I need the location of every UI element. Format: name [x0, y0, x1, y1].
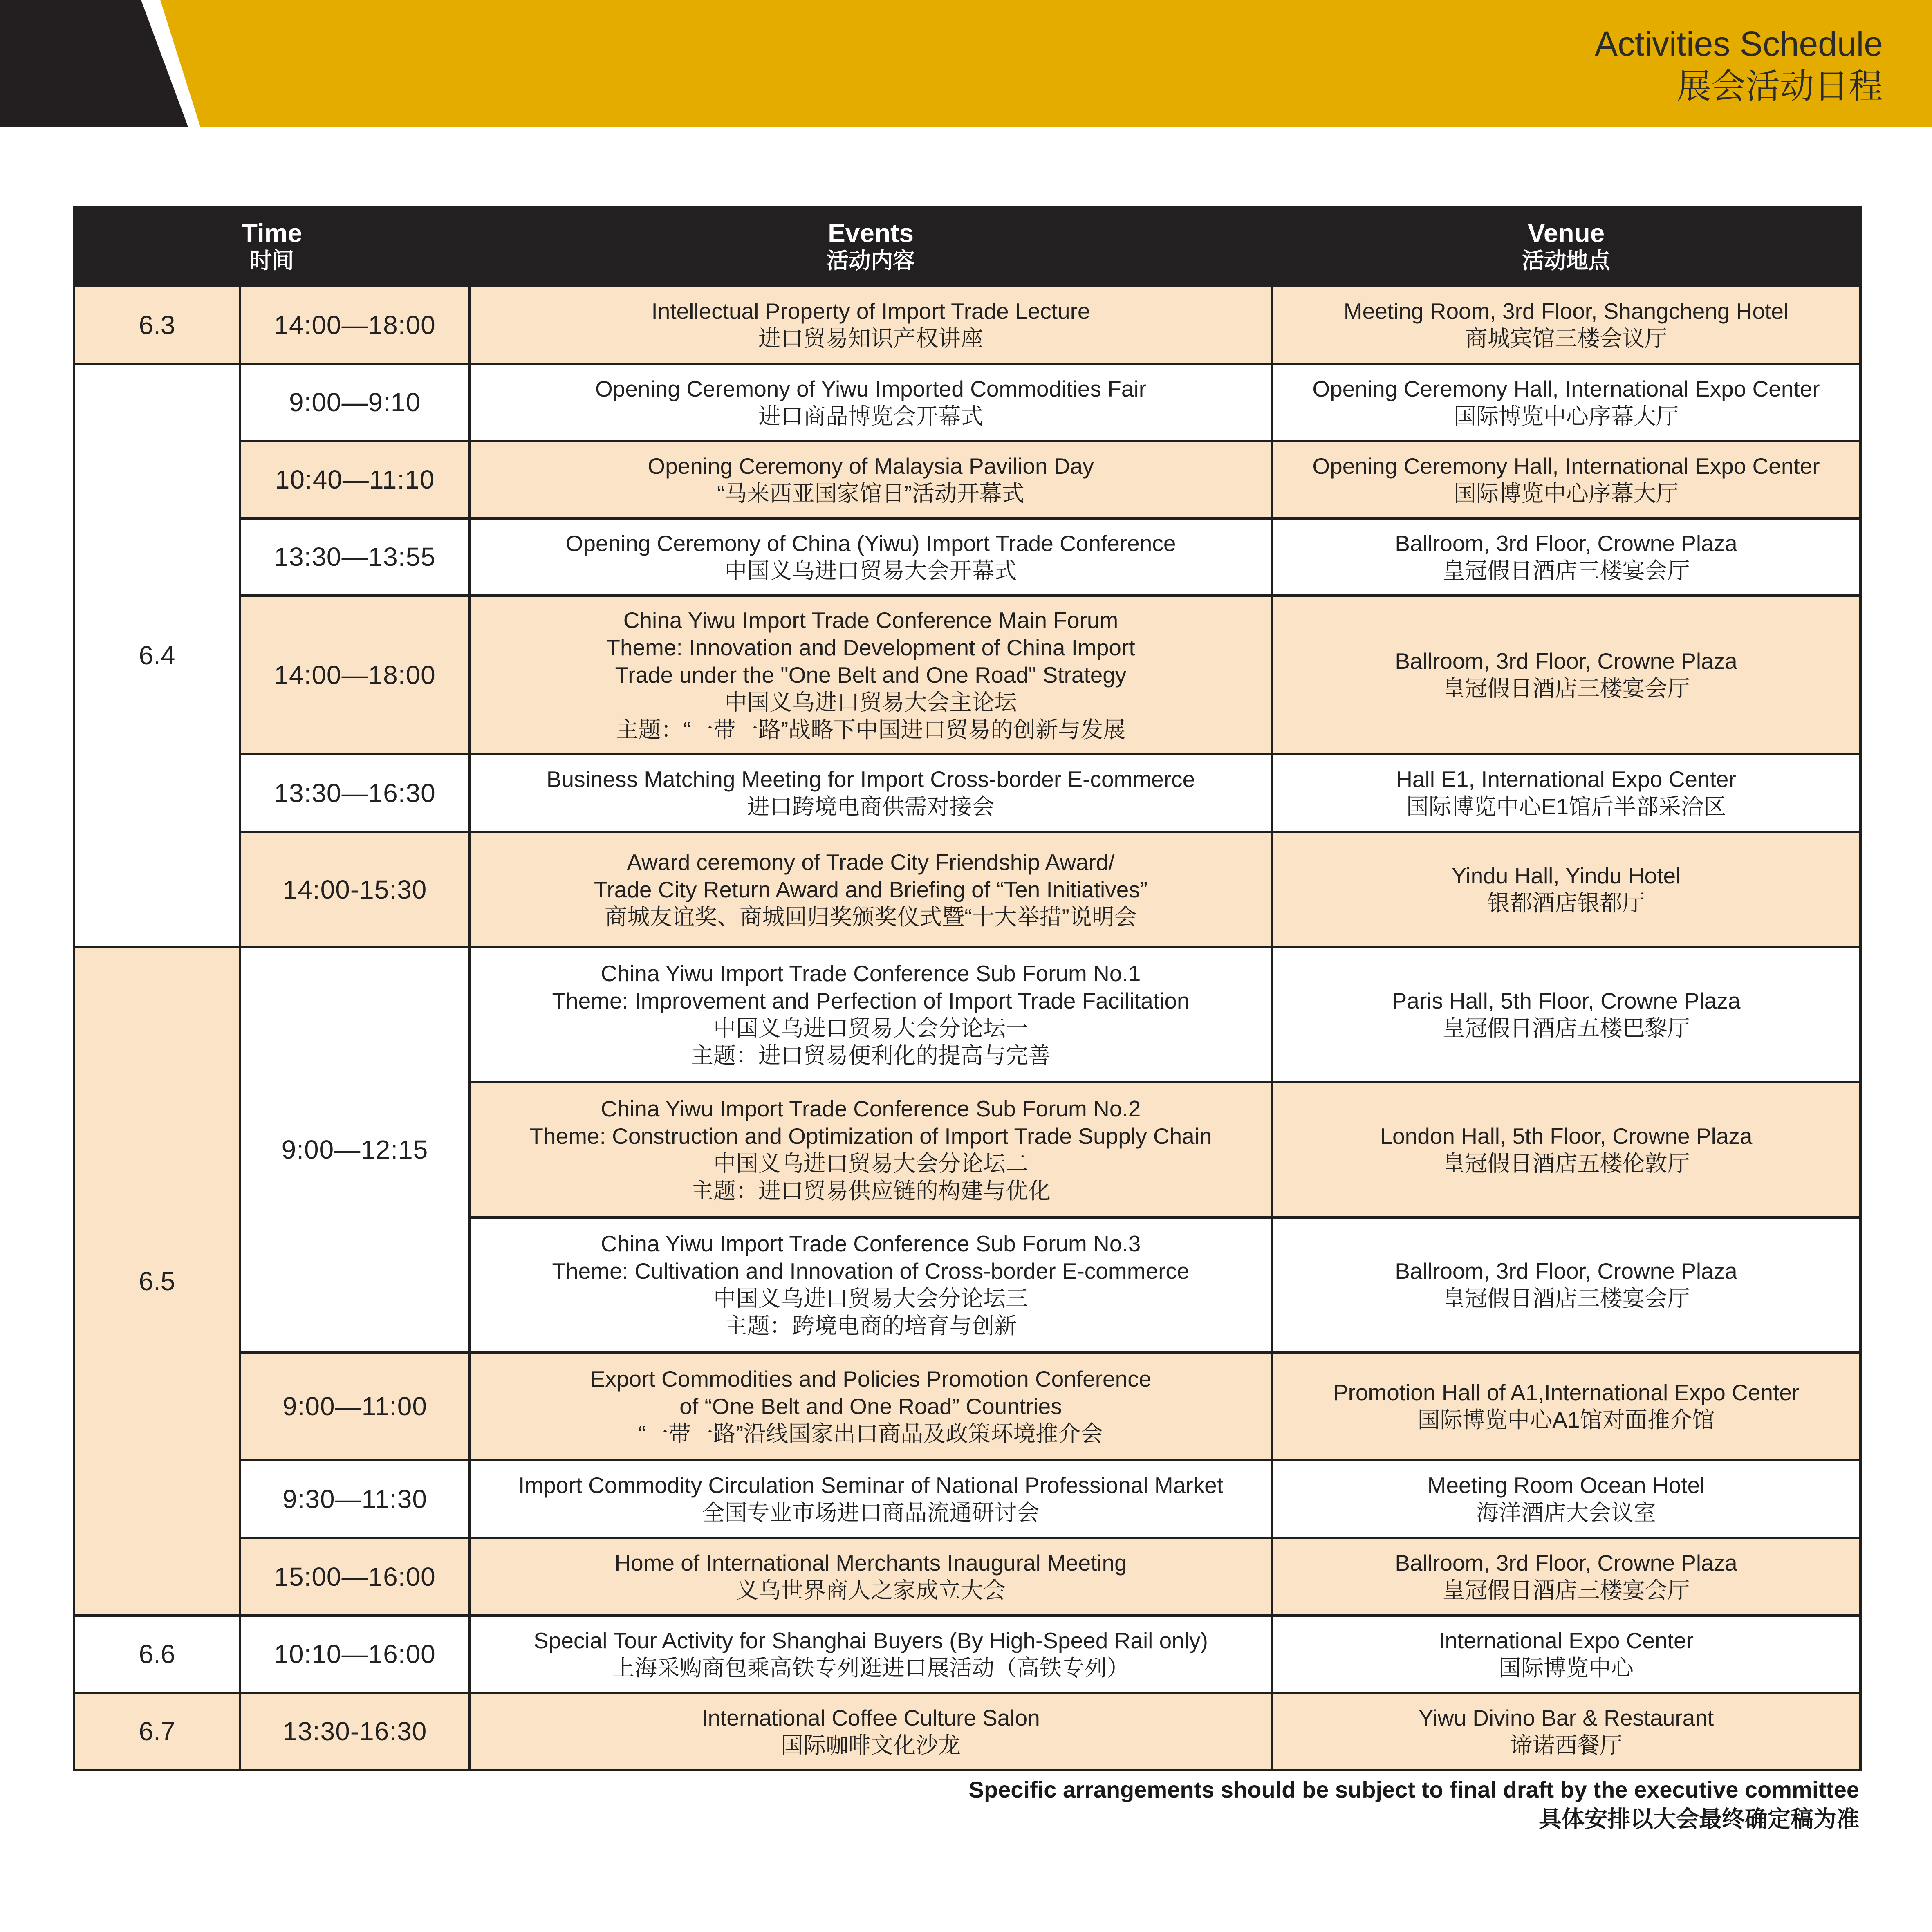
column-header-events-en: Events	[828, 218, 914, 248]
cell-line: Theme: Cultivation and Innovation of Cross-border E-commerce	[552, 1258, 1190, 1284]
cell-line: 全国专业市场进口商品流通研讨会	[702, 1500, 1040, 1525]
cell-line: 中国义乌进口贸易大会分论坛三	[713, 1286, 1028, 1311]
venue-cell	[1272, 364, 1860, 441]
time-cell: 14:00—18:00	[240, 596, 470, 754]
time-cell: 10:10—16:00	[240, 1616, 470, 1693]
event-cell	[470, 1460, 1272, 1538]
table-row	[74, 1460, 1860, 1538]
table-row	[74, 1616, 1860, 1693]
time-cell: 13:30-16:30	[240, 1693, 470, 1770]
venue-cell	[1272, 754, 1860, 832]
cell-line: 主题：进口贸易便利化的提高与完善	[690, 1043, 1051, 1068]
time-cell: 9:00—9:10	[240, 364, 470, 441]
venue-cell	[1272, 596, 1860, 754]
table-row	[74, 754, 1860, 832]
cell-line: of “One Belt and One Road” Countries	[679, 1393, 1062, 1419]
cell-line: London Hall, 5th Floor, Crowne Plaza	[1380, 1123, 1753, 1149]
cell-line: China Yiwu Import Trade Conference Sub Forum No.2	[601, 1096, 1141, 1121]
venue-cell	[1272, 1352, 1860, 1460]
venue-cell	[1272, 1538, 1860, 1616]
table-row	[74, 364, 1860, 441]
table-row	[74, 596, 1860, 754]
time-cell: 13:30—16:30	[240, 754, 470, 832]
time-cell: 15:00—16:00	[240, 1538, 470, 1616]
cell-line: Opening Ceremony of Yiwu Imported Commodities Fair	[595, 376, 1147, 401]
date-cell: 6.6	[74, 1616, 240, 1693]
time-cell: 13:30—13:55	[240, 518, 470, 596]
time-cell: 9:30—11:30	[240, 1460, 470, 1538]
cell-line: Opening Ceremony of Malaysia Pavilion Day	[648, 453, 1094, 479]
cell-line: 上海采购商包乘高铁专列逛进口展活动（高铁专列）	[612, 1655, 1130, 1681]
date-cell: 6.4	[74, 364, 240, 947]
cell-line: 进口跨境电商供需对接会	[747, 794, 995, 819]
cell-line: 国际博览中心序幕大厅	[1453, 403, 1679, 429]
column-header-venue	[1272, 208, 1860, 286]
cell-line: 中国义乌进口贸易大会分论坛一	[713, 1015, 1028, 1041]
cell-line: “马来西亚国家馆日”活动开幕式	[717, 480, 1024, 506]
venue-cell	[1272, 1616, 1860, 1693]
event-cell	[470, 1538, 1272, 1616]
page-title-en: Activities Schedule	[1594, 25, 1883, 63]
cell-line: 皇冠假日酒店五楼伦敦厅	[1442, 1150, 1690, 1176]
cell-line: 进口商品博览会开幕式	[758, 403, 983, 429]
cell-line: 商城宾馆三楼会议厅	[1465, 326, 1668, 351]
cell-line: Intellectual Property of Import Trade Lecture	[651, 298, 1090, 324]
cell-line: 国际博览中心	[1498, 1655, 1634, 1681]
cell-line: 商城友谊奖、商城回归奖颁奖仪式暨“十大举措”说明会	[605, 904, 1137, 930]
cell-line: 主题：进口贸易供应链的构建与优化	[690, 1178, 1051, 1204]
column-header-venue-zh: 活动地点	[1522, 249, 1610, 273]
table-row	[74, 1352, 1860, 1460]
table-row	[74, 1693, 1860, 1770]
cell-line: Promotion Hall of A1,International Expo Center	[1333, 1380, 1800, 1405]
cell-line: 海洋酒店大会议室	[1476, 1500, 1656, 1525]
cell-line: International Coffee Culture Salon	[702, 1705, 1040, 1730]
event-cell	[470, 1217, 1272, 1352]
cell-line: China Yiwu Import Trade Conference Sub Forum No.1	[601, 961, 1141, 986]
cell-line: 义乌世界商人之家成立大会	[735, 1578, 1006, 1603]
header-banner	[0, 0, 1932, 127]
event-cell	[470, 518, 1272, 596]
venue-cell	[1272, 1693, 1860, 1770]
time-cell: 14:00-15:30	[240, 832, 470, 947]
column-header-time-zh: 时间	[250, 249, 294, 273]
venue-cell	[1272, 441, 1860, 518]
cell-line: 国际博览中心A1馆对面推介馆	[1417, 1407, 1715, 1432]
cell-line: Theme: Innovation and Development of China Import	[606, 634, 1135, 660]
event-cell	[470, 1352, 1272, 1460]
cell-line: Trade under the "One Belt and One Road" Strategy	[615, 662, 1127, 688]
cell-line: 国际博览中心E1馆后半部采洽区	[1406, 794, 1726, 819]
cell-line: Special Tour Activity for Shanghai Buyers (By High-Speed Rail only)	[533, 1627, 1208, 1653]
cell-line: “一带一路”沿线国家出口商品及政策环境推介会	[638, 1421, 1103, 1446]
venue-cell	[1272, 286, 1860, 364]
time-cell: 9:00—11:00	[240, 1352, 470, 1460]
cell-line: Paris Hall, 5th Floor, Crowne Plaza	[1392, 988, 1741, 1013]
cell-line: Meeting Room Ocean Hotel	[1427, 1473, 1705, 1498]
table-row	[74, 1538, 1860, 1616]
cell-line: Import Commodity Circulation Seminar of National Professional Market	[518, 1473, 1223, 1498]
cell-line: Hall E1, International Expo Center	[1396, 767, 1736, 792]
date-cell: 6.5	[74, 947, 240, 1616]
footnote-zh: 具体安排以大会最终确定稿为准	[1539, 1806, 1859, 1832]
event-cell	[470, 1616, 1272, 1693]
table-row	[74, 518, 1860, 596]
cell-line: Home of International Merchants Inaugural Meeting	[614, 1550, 1127, 1576]
event-cell	[470, 1693, 1272, 1770]
cell-line: Opening Ceremony Hall, International Expo Center	[1312, 376, 1820, 401]
time-cell: 10:40—11:10	[240, 441, 470, 518]
cell-line: 皇冠假日酒店三楼宴会厅	[1442, 1286, 1690, 1311]
cell-line: 皇冠假日酒店三楼宴会厅	[1442, 558, 1690, 583]
title-block	[1595, 22, 1883, 108]
column-header-venue-en: Venue	[1527, 218, 1605, 248]
cell-line: China Yiwu Import Trade Conference Main Forum	[623, 607, 1118, 633]
date-cell: 6.7	[74, 1693, 240, 1770]
date-cell: 6.3	[74, 286, 240, 364]
table-row	[74, 286, 1860, 364]
table-row	[74, 947, 1860, 1082]
page-title-zh: 展会活动日程	[1676, 67, 1883, 105]
column-header-time	[74, 208, 470, 286]
venue-cell	[1272, 518, 1860, 596]
cell-line: Opening Ceremony Hall, International Expo Center	[1312, 453, 1820, 479]
cell-line: 中国义乌进口贸易大会主论坛	[724, 689, 1017, 715]
cell-line: 进口贸易知识产权讲座	[758, 326, 983, 351]
cell-line: Award ceremony of Trade City Friendship Award/	[627, 849, 1115, 875]
cell-line: 中国义乌进口贸易大会分论坛二	[713, 1150, 1028, 1176]
column-header-events	[470, 208, 1272, 286]
table-row	[74, 832, 1860, 947]
header-band-dark	[0, 0, 188, 127]
cell-line: Theme: Improvement and Perfection of Import Trade Facilitation	[552, 988, 1190, 1013]
cell-line: Ballroom, 3rd Floor, Crowne Plaza	[1395, 530, 1737, 556]
cell-line: China Yiwu Import Trade Conference Sub Forum No.3	[601, 1231, 1141, 1256]
cell-line: 国际咖啡文化沙龙	[780, 1732, 961, 1758]
cell-line: 皇冠假日酒店五楼巴黎厅	[1442, 1015, 1690, 1041]
footnote-en: Specific arrangements should be subject to final draft by the executive committee	[968, 1777, 1859, 1802]
column-header-time-en: Time	[241, 218, 303, 248]
cell-line: 主题：“一带一路”战略下中国进口贸易的创新与发展	[616, 717, 1126, 742]
event-cell	[470, 754, 1272, 832]
event-cell	[470, 364, 1272, 441]
cell-line: Ballroom, 3rd Floor, Crowne Plaza	[1395, 1258, 1737, 1284]
cell-line: 皇冠假日酒店三楼宴会厅	[1442, 676, 1690, 701]
time-cell: 9:00—12:15	[240, 947, 470, 1352]
cell-line: 谛诺西餐厅	[1510, 1732, 1623, 1758]
footnote	[969, 1775, 1859, 1834]
schedule-body	[74, 286, 1860, 1770]
column-header-events-zh: 活动内容	[827, 249, 915, 273]
cell-line: 国际博览中心序幕大厅	[1453, 480, 1679, 506]
event-cell	[470, 832, 1272, 947]
cell-line: 中国义乌进口贸易大会开幕式	[724, 558, 1017, 583]
cell-line: Ballroom, 3rd Floor, Crowne Plaza	[1395, 1550, 1737, 1576]
venue-cell	[1272, 1217, 1860, 1352]
cell-line: International Expo Center	[1439, 1627, 1694, 1653]
cell-line: 皇冠假日酒店三楼宴会厅	[1442, 1578, 1690, 1603]
table-header-row	[74, 208, 1860, 286]
cell-line: Yindu Hall, Yindu Hotel	[1451, 863, 1681, 888]
cell-line: Yiwu Divino Bar & Restaurant	[1418, 1705, 1714, 1730]
event-cell	[470, 596, 1272, 754]
time-cell: 14:00—18:00	[240, 286, 470, 364]
venue-cell	[1272, 1460, 1860, 1538]
event-cell	[470, 441, 1272, 518]
event-cell	[470, 1082, 1272, 1217]
venue-cell	[1272, 832, 1860, 947]
table-row	[74, 441, 1860, 518]
cell-line: Export Commodities and Policies Promotion Conference	[590, 1366, 1152, 1392]
venue-cell	[1272, 1082, 1860, 1217]
cell-line: Ballroom, 3rd Floor, Crowne Plaza	[1395, 648, 1737, 674]
cell-line: 银都酒店银都厅	[1487, 890, 1645, 916]
cell-line: Theme: Construction and Optimization of Import Trade Supply Chain	[529, 1123, 1212, 1149]
schedule-table	[73, 206, 1862, 1771]
event-cell	[470, 947, 1272, 1082]
cell-line: Opening Ceremony of China (Yiwu) Import Trade Conference	[565, 530, 1176, 556]
venue-cell	[1272, 947, 1860, 1082]
cell-line: Trade City Return Award and Briefing of “Ten Initiatives”	[594, 876, 1148, 902]
cell-line: Business Matching Meeting for Import Cross-border E-commerce	[546, 767, 1195, 792]
cell-line: 主题：跨境电商的培育与创新	[724, 1313, 1017, 1338]
cell-line: Meeting Room, 3rd Floor, Shangcheng Hotel	[1343, 298, 1789, 324]
event-cell	[470, 286, 1272, 364]
